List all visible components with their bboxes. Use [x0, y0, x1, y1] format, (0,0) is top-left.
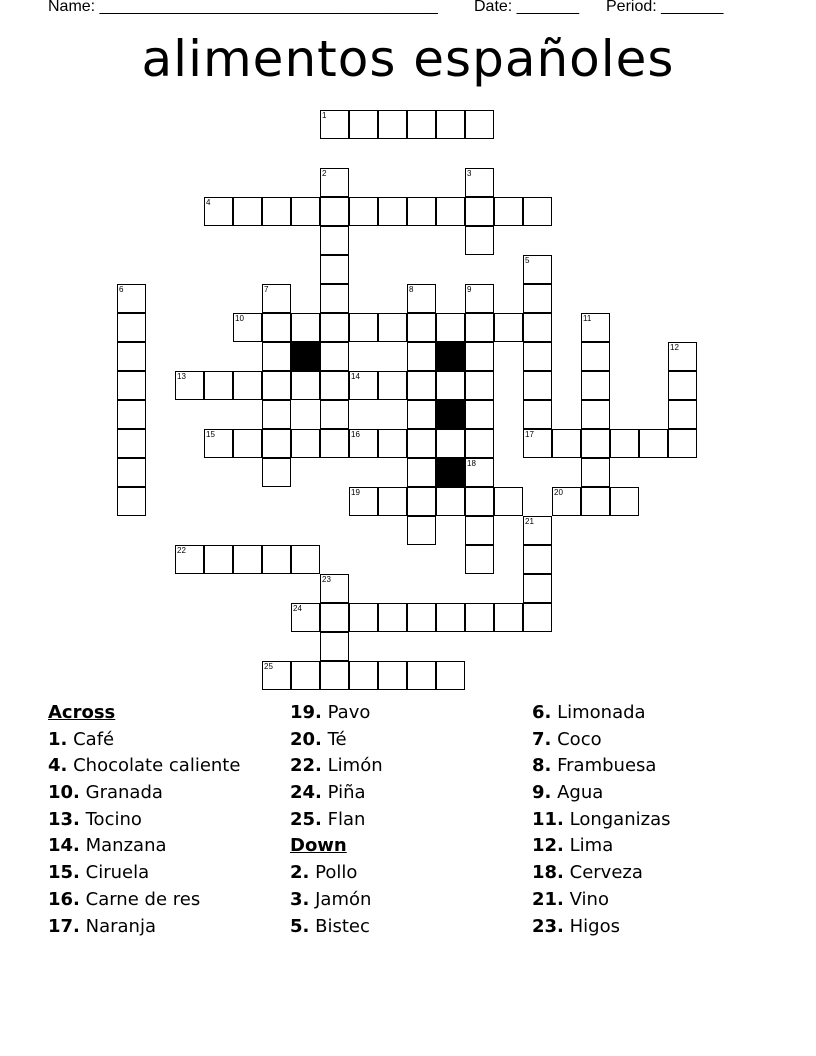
- clue-down-2: 2. Pollo: [290, 862, 358, 884]
- crossword-cell[interactable]: [349, 110, 378, 139]
- crossword-cell[interactable]: [320, 400, 349, 429]
- crossword-cell[interactable]: [407, 400, 436, 429]
- crossword-cell[interactable]: [494, 603, 523, 632]
- crossword-black-cell: [436, 458, 465, 487]
- crossword-cell[interactable]: [581, 342, 610, 371]
- crossword-cell[interactable]: [320, 284, 349, 313]
- clue-down-8: 8. Frambuesa: [532, 755, 657, 777]
- clue-across-19: 19. Pavo: [290, 702, 371, 723]
- crossword-cell[interactable]: [291, 661, 320, 690]
- crossword-cell[interactable]: [320, 632, 349, 661]
- crossword-cell[interactable]: [291, 545, 320, 574]
- clue-number-2: 2: [322, 169, 327, 178]
- crossword-cell[interactable]: [233, 197, 262, 226]
- crossword-cell[interactable]: [465, 313, 494, 342]
- crossword-cell[interactable]: [407, 371, 436, 400]
- clue-down-18: 18. Cerveza: [532, 862, 643, 884]
- clue-down-9: 9. Agua: [532, 782, 604, 804]
- clue-across-1: 1. Café: [48, 728, 115, 750]
- crossword-cell[interactable]: [291, 197, 320, 226]
- crossword-cell[interactable]: [581, 487, 610, 516]
- clue-number-9: 9: [467, 285, 472, 294]
- crossword-cell[interactable]: [378, 371, 407, 400]
- crossword-cell[interactable]: [523, 400, 552, 429]
- crossword-cell[interactable]: [117, 400, 146, 429]
- crossword-black-cell: [291, 342, 320, 371]
- clue-column-1: [48, 700, 288, 940]
- crossword-cell[interactable]: [349, 371, 378, 400]
- crossword-cell[interactable]: [523, 516, 552, 545]
- clue-across-24: 24. Piña: [290, 782, 366, 804]
- crossword-cell[interactable]: [117, 284, 146, 313]
- clue-number-14: 14: [351, 372, 360, 381]
- crossword-cell[interactable]: [610, 429, 639, 458]
- crossword-cell[interactable]: [552, 487, 581, 516]
- crossword-cell[interactable]: [233, 371, 262, 400]
- crossword-cell[interactable]: [465, 603, 494, 632]
- crossword-black-cell: [436, 342, 465, 371]
- crossword-cell[interactable]: [349, 429, 378, 458]
- crossword-cell[interactable]: [668, 429, 697, 458]
- crossword-cell[interactable]: [523, 197, 552, 226]
- crossword-cell[interactable]: [378, 197, 407, 226]
- crossword-cell[interactable]: [262, 197, 291, 226]
- crossword-cell[interactable]: [465, 516, 494, 545]
- crossword-cell[interactable]: [320, 313, 349, 342]
- name-field[interactable]: Name: ______________________________________: [48, 0, 438, 15]
- clue-across-20: 20. Té: [290, 728, 347, 750]
- crossword-cell[interactable]: [204, 429, 233, 458]
- crossword-cell[interactable]: [523, 371, 552, 400]
- clue-across-4: 4. Chocolate caliente: [48, 755, 241, 777]
- clue-number-1: 1: [322, 111, 327, 120]
- crossword-cell[interactable]: [349, 603, 378, 632]
- down-heading: Down: [290, 835, 347, 857]
- crossword-cell[interactable]: [581, 313, 610, 342]
- crossword-cell[interactable]: [465, 284, 494, 313]
- crossword-cell[interactable]: [465, 487, 494, 516]
- crossword-cell[interactable]: [378, 603, 407, 632]
- crossword-cell[interactable]: [378, 661, 407, 690]
- crossword-cell[interactable]: [465, 342, 494, 371]
- clue-down-11: 11. Longanizas: [532, 808, 671, 830]
- clue-across-14: 14. Manzana: [48, 835, 167, 857]
- crossword-cell[interactable]: [378, 110, 407, 139]
- clue-number-16: 16: [351, 430, 360, 439]
- crossword-cell[interactable]: [320, 661, 349, 690]
- crossword-cell[interactable]: [262, 342, 291, 371]
- crossword-cell[interactable]: [320, 226, 349, 255]
- crossword-cell[interactable]: [465, 545, 494, 574]
- crossword-cell[interactable]: [436, 603, 465, 632]
- crossword-cell[interactable]: [523, 284, 552, 313]
- crossword-cell[interactable]: [233, 313, 262, 342]
- clue-across-22: 22. Limón: [290, 755, 383, 777]
- crossword-cell[interactable]: [407, 342, 436, 371]
- crossword-cell[interactable]: [407, 284, 436, 313]
- clue-across-16: 16. Carne de res: [48, 888, 201, 910]
- crossword-cell[interactable]: [349, 197, 378, 226]
- crossword-cell[interactable]: [465, 400, 494, 429]
- clue-number-12: 12: [670, 343, 679, 352]
- clue-number-25: 25: [264, 662, 273, 671]
- crossword-cell[interactable]: [610, 487, 639, 516]
- crossword-cell[interactable]: [320, 255, 349, 284]
- crossword-cell[interactable]: [175, 545, 204, 574]
- crossword-cell[interactable]: [436, 197, 465, 226]
- crossword-cell[interactable]: [436, 661, 465, 690]
- crossword-cell[interactable]: [407, 603, 436, 632]
- crossword-cell[interactable]: [465, 168, 494, 197]
- crossword-cell[interactable]: [291, 603, 320, 632]
- crossword-cell[interactable]: [320, 342, 349, 371]
- date-field[interactable]: Date: _______: [474, 0, 579, 15]
- crossword-cell[interactable]: [204, 197, 233, 226]
- crossword-cell[interactable]: [117, 458, 146, 487]
- crossword-cell[interactable]: [407, 487, 436, 516]
- crossword-cell[interactable]: [262, 545, 291, 574]
- crossword-cell[interactable]: [262, 400, 291, 429]
- clue-down-7: 7. Coco: [532, 728, 602, 750]
- crossword-cell[interactable]: [465, 197, 494, 226]
- clue-across-13: 13. Tocino: [48, 808, 142, 830]
- crossword-cell[interactable]: [436, 487, 465, 516]
- crossword-cell[interactable]: [407, 661, 436, 690]
- clue-number-21: 21: [525, 517, 534, 526]
- crossword-cell[interactable]: [523, 574, 552, 603]
- crossword-cell[interactable]: [436, 110, 465, 139]
- crossword-cell[interactable]: [436, 429, 465, 458]
- clue-column-2: [290, 700, 530, 940]
- crossword-cell[interactable]: [523, 545, 552, 574]
- clue-number-18: 18: [467, 459, 476, 468]
- crossword-cell[interactable]: [320, 371, 349, 400]
- crossword-cell[interactable]: [262, 313, 291, 342]
- clue-number-6: 6: [119, 285, 124, 294]
- crossword-cell[interactable]: [117, 429, 146, 458]
- crossword-cell[interactable]: [639, 429, 668, 458]
- crossword-cell[interactable]: [262, 458, 291, 487]
- crossword-cell[interactable]: [320, 168, 349, 197]
- crossword-cell[interactable]: [581, 371, 610, 400]
- clue-number-19: 19: [351, 488, 360, 497]
- crossword-cell[interactable]: [378, 429, 407, 458]
- crossword-cell[interactable]: [465, 110, 494, 139]
- crossword-cell[interactable]: [523, 603, 552, 632]
- crossword-cell[interactable]: [407, 197, 436, 226]
- crossword-cell[interactable]: [581, 400, 610, 429]
- crossword-cell[interactable]: [262, 661, 291, 690]
- clue-number-17: 17: [525, 430, 534, 439]
- clue-down-23: 23. Higos: [532, 915, 620, 937]
- crossword-cell[interactable]: [117, 371, 146, 400]
- clue-number-15: 15: [206, 430, 215, 439]
- crossword-cell[interactable]: [233, 429, 262, 458]
- clue-number-11: 11: [583, 314, 592, 323]
- crossword-cell[interactable]: [117, 342, 146, 371]
- crossword-cell[interactable]: [291, 313, 320, 342]
- crossword-cell[interactable]: [436, 371, 465, 400]
- crossword-cell[interactable]: [523, 429, 552, 458]
- clue-across-10: 10. Granada: [48, 782, 163, 804]
- clue-number-3: 3: [467, 169, 472, 178]
- clue-across-25: 25. Flan: [290, 808, 366, 830]
- crossword-cell[interactable]: [320, 197, 349, 226]
- clue-number-8: 8: [409, 285, 414, 294]
- clue-number-7: 7: [264, 285, 269, 294]
- crossword-cell[interactable]: [349, 487, 378, 516]
- crossword-cell[interactable]: [668, 371, 697, 400]
- clue-down-3: 3. Jamón: [290, 888, 372, 910]
- crossword-cell[interactable]: [407, 429, 436, 458]
- crossword-cell[interactable]: [117, 487, 146, 516]
- crossword-cell[interactable]: [407, 110, 436, 139]
- crossword-cell[interactable]: [581, 429, 610, 458]
- crossword-cell[interactable]: [262, 429, 291, 458]
- crossword-cell[interactable]: [407, 313, 436, 342]
- crossword-cell[interactable]: [668, 400, 697, 429]
- crossword-cell[interactable]: [378, 487, 407, 516]
- crossword-cell[interactable]: [117, 313, 146, 342]
- crossword-cell[interactable]: [523, 313, 552, 342]
- crossword-black-cell: [436, 400, 465, 429]
- crossword-cell[interactable]: [494, 313, 523, 342]
- clue-across-17: 17. Naranja: [48, 915, 156, 937]
- crossword-cell[interactable]: [175, 371, 204, 400]
- crossword-cell[interactable]: [465, 226, 494, 255]
- clue-down-21: 21. Vino: [532, 888, 609, 910]
- clue-number-13: 13: [177, 372, 186, 381]
- crossword-cell[interactable]: [494, 197, 523, 226]
- crossword-cell[interactable]: [320, 574, 349, 603]
- puzzle-title: alimentos españoles: [141, 30, 675, 88]
- clue-column-3: [532, 700, 772, 940]
- crossword-cell[interactable]: [291, 429, 320, 458]
- crossword-cell[interactable]: [320, 603, 349, 632]
- crossword-cell[interactable]: [349, 661, 378, 690]
- crossword-cell[interactable]: [465, 458, 494, 487]
- clue-number-5: 5: [525, 256, 530, 265]
- clue-number-10: 10: [235, 314, 244, 323]
- crossword-cell[interactable]: [523, 255, 552, 284]
- clue-down-12: 12. Lima: [532, 835, 614, 857]
- clue-down-5: 5. Bistec: [290, 915, 370, 937]
- crossword-cell[interactable]: [581, 458, 610, 487]
- crossword-cell[interactable]: [494, 487, 523, 516]
- crossword-cell[interactable]: [233, 545, 262, 574]
- across-heading: Across: [48, 702, 116, 723]
- crossword-cell[interactable]: [378, 313, 407, 342]
- crossword-cell[interactable]: [320, 429, 349, 458]
- clue-across-15: 15. Ciruela: [48, 862, 150, 884]
- clue-number-24: 24: [293, 604, 302, 613]
- crossword-cell[interactable]: [552, 429, 581, 458]
- crossword-cell[interactable]: [320, 110, 349, 139]
- crossword-cell[interactable]: [523, 342, 552, 371]
- period-field[interactable]: Period: _______: [606, 0, 724, 15]
- crossword-cell[interactable]: [262, 371, 291, 400]
- crossword-cell[interactable]: [407, 516, 436, 545]
- crossword-cell[interactable]: [204, 545, 233, 574]
- clue-number-4: 4: [206, 198, 211, 207]
- crossword-cell[interactable]: [262, 284, 291, 313]
- clue-number-22: 22: [177, 546, 186, 555]
- crossword-cell[interactable]: [436, 313, 465, 342]
- clue-down-6: 6. Limonada: [532, 702, 646, 723]
- crossword-cell[interactable]: [407, 458, 436, 487]
- crossword-cell[interactable]: [465, 429, 494, 458]
- crossword-cell[interactable]: [291, 371, 320, 400]
- crossword-cell[interactable]: [349, 313, 378, 342]
- crossword-cell[interactable]: [204, 371, 233, 400]
- crossword-cell[interactable]: [668, 342, 697, 371]
- crossword-cell[interactable]: [465, 371, 494, 400]
- clue-number-23: 23: [322, 575, 331, 584]
- clue-number-20: 20: [554, 488, 563, 497]
